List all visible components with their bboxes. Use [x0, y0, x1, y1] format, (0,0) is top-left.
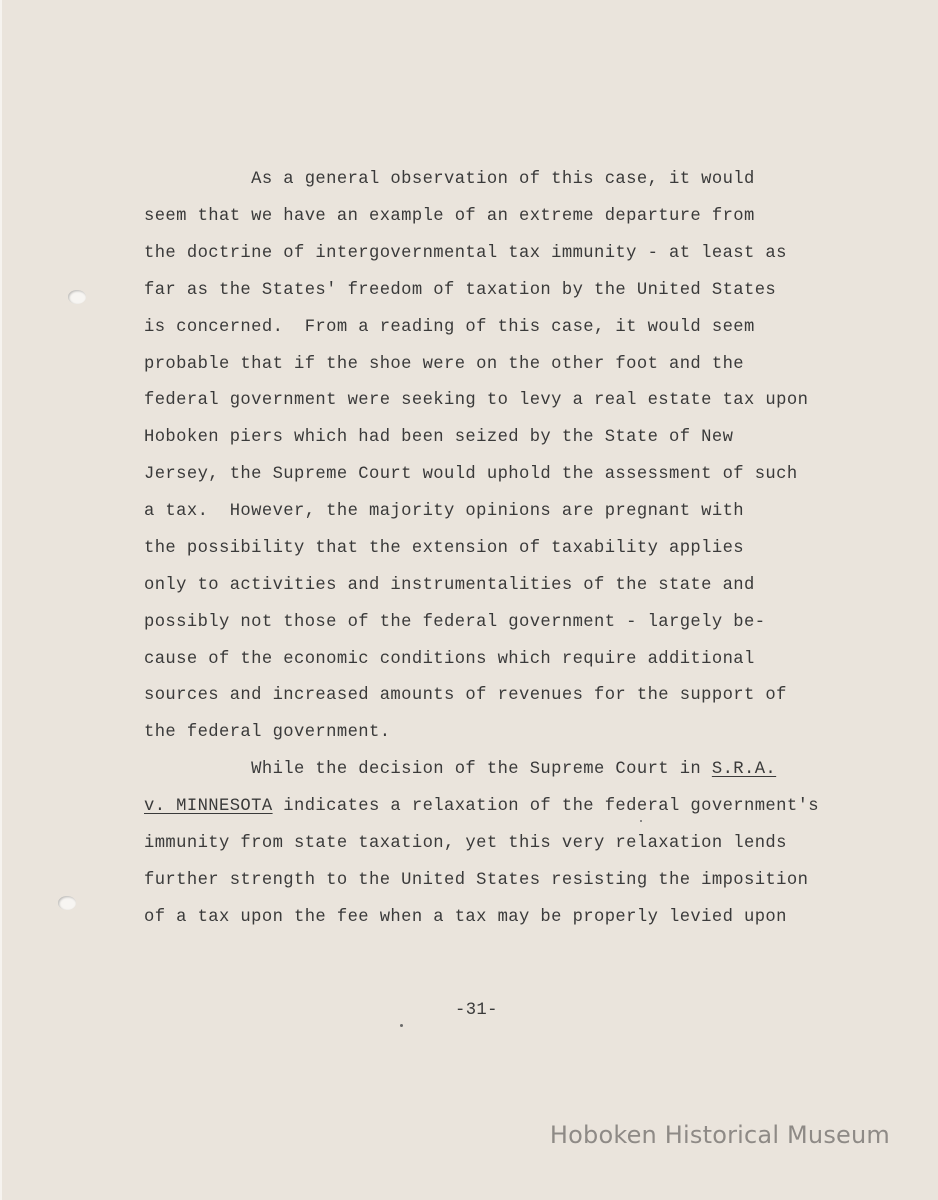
text-line: sources and increased amounts of revenues for the support of — [144, 686, 787, 705]
text-line: Hoboken piers which had been seized by the State of New — [144, 428, 734, 447]
text-line: probable that if the shoe were on the other foot and the — [144, 355, 744, 374]
text-line: of a tax upon the fee when a tax may be properly levied upon — [144, 908, 787, 927]
watermark-text: Hoboken Historical Museum — [549, 1121, 890, 1149]
text-line: Jersey, the Supreme Court would uphold the assessment of such — [144, 465, 798, 484]
paper-speck — [400, 1024, 403, 1027]
text-line: possibly not those of the federal government - largely be- — [144, 613, 766, 632]
text-line — [144, 792, 819, 822]
text-fragment: While the decision of the Supreme Court in — [144, 760, 712, 779]
text-line: federal government were seeking to levy a real estate tax upon — [144, 391, 809, 410]
text-line: the federal government. — [144, 723, 391, 742]
text-line: a tax. However, the majority opinions are pregnant with — [144, 502, 744, 521]
text-line: seem that we have an example of an extreme departure from — [144, 207, 755, 226]
text-fragment: indicates a relaxation of the federal government's — [272, 797, 820, 816]
text-line: only to activities and instrumentalities of the state and — [144, 576, 755, 595]
text-line: far as the States' freedom of taxation by the United States — [144, 281, 777, 300]
text-line: the doctrine of intergovernmental tax immunity - at least as — [144, 244, 787, 263]
case-citation: S.R.A. — [711, 760, 777, 779]
text-line: further strength to the United States resisting the imposition — [144, 871, 809, 890]
text-line: As a general observation of this case, it would — [144, 170, 755, 189]
punch-hole-top — [68, 290, 86, 304]
page-number: -31- — [455, 1001, 498, 1020]
punch-hole-bottom — [58, 896, 76, 910]
text-line: immunity from state taxation, yet this very relaxation lends — [144, 834, 787, 853]
text-line — [144, 755, 776, 785]
case-citation: v. MINNESOTA — [144, 797, 273, 816]
text-line: cause of the economic conditions which require additional — [144, 650, 755, 669]
text-line: the possibility that the extension of taxability applies — [144, 539, 744, 558]
text-line: is concerned. From a reading of this case, it would seem — [144, 318, 755, 337]
